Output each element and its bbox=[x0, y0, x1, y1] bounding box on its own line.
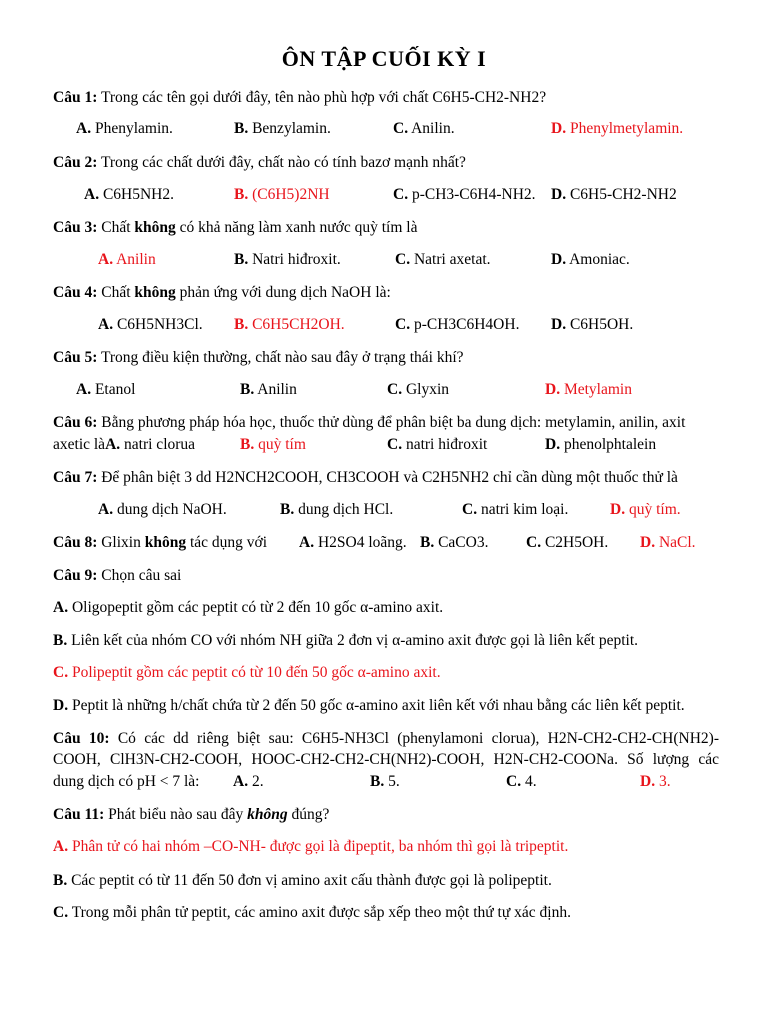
q5-option-b: B. Anilin bbox=[240, 381, 297, 398]
q1-option-c: C. Anilin. bbox=[393, 120, 455, 137]
q8-option-b: B. CaCO3. bbox=[420, 534, 489, 551]
q11-option-a: A. Phân tử có hai nhóm –CO-NH- được gọi là đipeptit, ba nhóm thì gọi là tripeptit. bbox=[53, 838, 569, 855]
q3-option-d: D. Amoniac. bbox=[551, 251, 630, 268]
q9-option-d: D. Peptit là những h/chất chứa từ 2 đến 50 gốc α-amino axit liên kết với nhau bằng các liên kết peptit. bbox=[53, 697, 685, 714]
question-1 bbox=[53, 88, 546, 108]
q4-option-b: B. C6H5CH2OH. bbox=[234, 316, 345, 333]
q6-option-c: C. natri hiđroxit bbox=[387, 436, 488, 453]
q11-option-c: C. Trong mỗi phân tử peptit, các amino axit được sắp xếp theo một thứ tự xác định. bbox=[53, 904, 571, 921]
question-2: Câu 2: Trong các chất dưới đây, chất nào có tính bazơ mạnh nhất? bbox=[53, 154, 466, 171]
question-text: Trong các tên gọi dưới đây, tên nào phù hợp với chất C6H5-CH2-NH2? bbox=[100, 89, 547, 106]
q3-option-a: A. Anilin bbox=[98, 251, 156, 268]
q3-option-b: B. Natri hiđroxit. bbox=[234, 251, 341, 268]
question-6-line-2: axetic làA. natri clorua bbox=[53, 436, 196, 453]
q3-option-c: C. Natri axetat. bbox=[395, 251, 491, 268]
question-5: Câu 5: Trong điều kiện thường, chất nào sau đây ở trạng thái khí? bbox=[53, 349, 464, 366]
q6-option-d: D. phenolphtalein bbox=[545, 436, 657, 453]
q7-option-a: A. dung dịch NaOH. bbox=[98, 501, 227, 518]
question-3: Câu 3: Chất không có khả năng làm xanh nước quỳ tím là bbox=[53, 219, 418, 236]
q2-option-a: A. C6H5NH2. bbox=[84, 186, 174, 203]
q10-option-c: C. 4. bbox=[506, 773, 537, 790]
q7-option-c: C. natri kim loại. bbox=[462, 501, 569, 518]
q7-option-d: D. quỳ tím. bbox=[610, 501, 681, 518]
question-10-line-3: dung dịch có pH < 7 là: bbox=[53, 773, 200, 790]
q9-option-b: B. Liên kết của nhóm CO với nhóm NH giữa 2 đơn vị α-amino axit được gọi là liên kết peptit. bbox=[53, 632, 639, 649]
q1-option-a: A. Phenylamin. bbox=[76, 120, 173, 137]
q7-option-b: B. dung dịch HCl. bbox=[280, 501, 394, 518]
q10-option-a: A. 2. bbox=[233, 773, 264, 790]
q2-option-b: B. (C6H5)2NH bbox=[234, 186, 330, 203]
q2-option-d: D. C6H5-CH2-NH2 bbox=[551, 186, 677, 203]
q4-option-c: C. p-CH3C6H4OH. bbox=[395, 316, 520, 333]
question-11: Câu 11: Phát biểu nào sau đây không đúng? bbox=[53, 806, 330, 823]
question-6: Câu 6: Bằng phương pháp hóa học, thuốc thử dùng để phân biệt ba dung dịch: metylamin, anilin, axit bbox=[53, 414, 686, 431]
q9-option-c: C. Polipeptit gồm các peptit có từ 10 đến 50 gốc α-amino axit. bbox=[53, 664, 441, 681]
q5-option-d: D. Metylamin bbox=[545, 381, 632, 398]
q1-option-b: B. Benzylamin. bbox=[234, 120, 331, 137]
q4-option-a: A. C6H5NH3Cl. bbox=[98, 316, 203, 333]
q11-option-b: B. Các peptit có từ 11 đến 50 đơn vị amino axit cấu thành được gọi là polipeptit. bbox=[53, 872, 552, 889]
q8-option-d: D. NaCl. bbox=[640, 534, 696, 551]
q10-option-d: D. 3. bbox=[640, 773, 671, 790]
q2-option-c: C. p-CH3-C6H4-NH2. bbox=[393, 186, 536, 203]
q4-option-d: D. C6H5OH. bbox=[551, 316, 634, 333]
q5-option-c: C. Glyxin bbox=[387, 381, 450, 398]
q8-option-a: A. H2SO4 loãng. bbox=[299, 534, 407, 551]
q8-option-c: C. C2H5OH. bbox=[526, 534, 609, 551]
q10-option-b: B. 5. bbox=[370, 773, 400, 790]
q9-option-a: A. Oligopeptit gồm các peptit có từ 2 đến 10 gốc α-amino axit. bbox=[53, 599, 444, 616]
question-label: Câu 1: bbox=[53, 89, 98, 106]
q1-option-d: D. Phenylmetylamin. bbox=[551, 120, 684, 137]
question-4: Câu 4: Chất không phản ứng với dung dịch NaOH là: bbox=[53, 284, 391, 301]
question-8: Câu 8: Glixin không tác dụng với bbox=[53, 534, 268, 551]
q6-option-b: B. quỳ tím bbox=[240, 436, 306, 453]
question-10: Câu 10: Có các dd riêng biệt sau: C6H5-NH3Cl (phenylamoni clorua), H2N-CH2-CH2-CH(NH2)- COOH, ClH3N-CH2-COOH, HOOC-CH2-CH2-CH(NH2)-COOH, H2N-CH2-COONa. Số lượng các bbox=[53, 730, 719, 768]
question-9: Câu 9: Chọn câu sai bbox=[53, 567, 182, 584]
q5-option-a: A. Etanol bbox=[76, 381, 136, 398]
page-title: ÔN TẬP CUỐI KỲ I bbox=[281, 46, 487, 71]
question-7: Câu 7: Để phân biệt 3 dd H2NCH2COOH, CH3COOH và C2H5NH2 chỉ cần dùng một thuốc thử là bbox=[53, 469, 678, 486]
